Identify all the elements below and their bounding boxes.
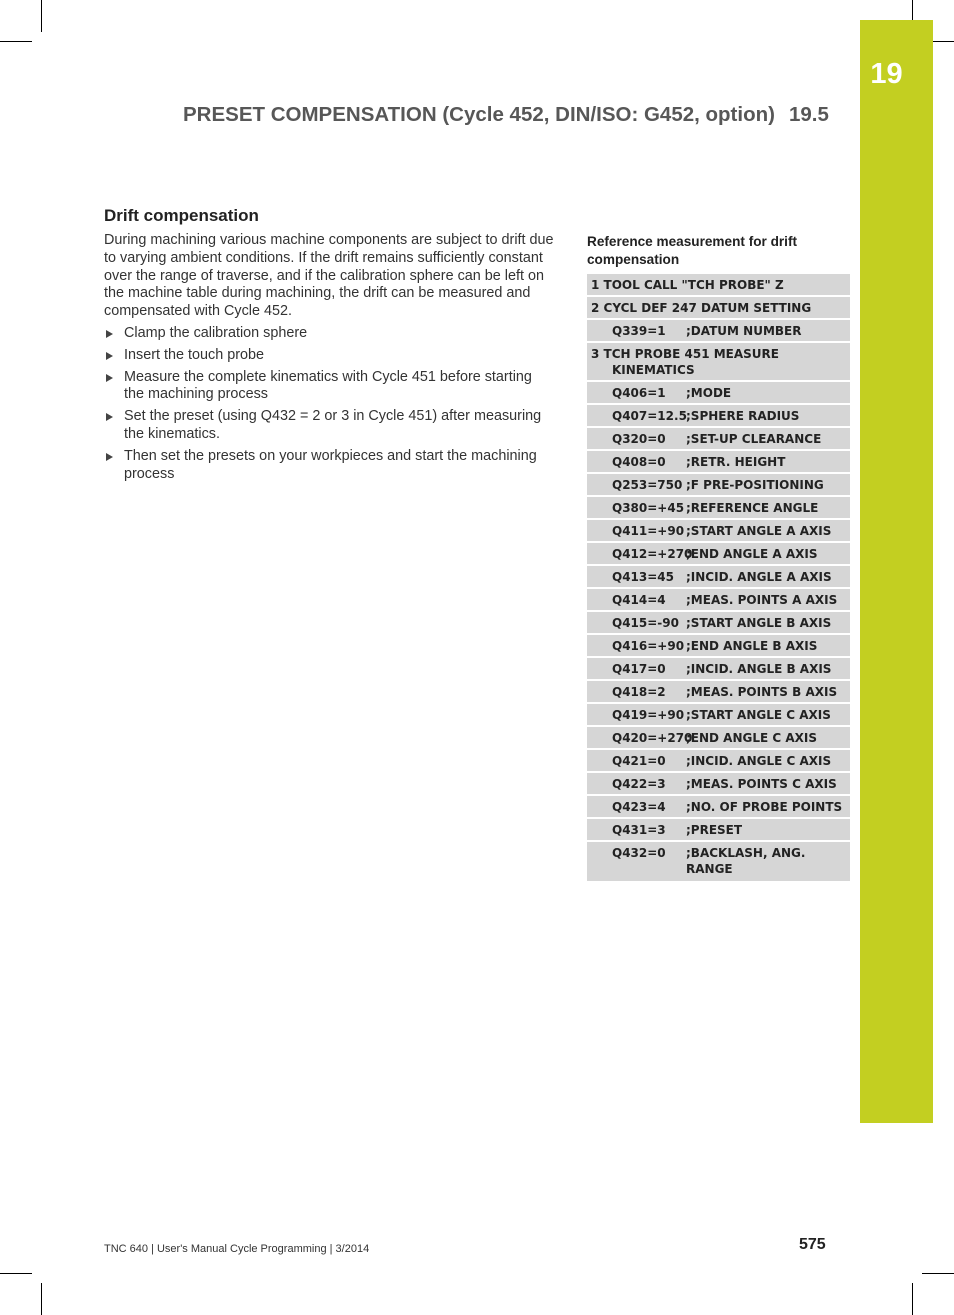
param-value: Q411=+90 xyxy=(612,524,685,538)
code-line xyxy=(587,343,850,382)
list-item-text: Then set the presets on your workpieces and start the machining process xyxy=(124,447,537,482)
param-comment: ;END ANGLE A AXIS xyxy=(686,547,818,561)
list-item xyxy=(104,448,554,484)
crop-mark xyxy=(41,1283,42,1315)
code-param-line xyxy=(587,727,850,750)
code-param-line xyxy=(587,612,850,635)
page-header xyxy=(183,103,833,127)
code-param-line xyxy=(587,566,850,589)
param-comment: ;REFERENCE ANGLE xyxy=(686,501,819,515)
param-comment: ;RETR. HEIGHT xyxy=(686,455,786,469)
list-item-text: Measure the complete kinematics with Cycle 451 before starting the machining process xyxy=(124,368,532,403)
param-value: Q413=45 xyxy=(612,570,675,584)
code-param-line xyxy=(587,497,850,520)
section-heading: Drift compensation xyxy=(104,206,259,225)
code-param-line xyxy=(587,405,850,428)
param-value: Q408=0 xyxy=(612,455,666,469)
list-item xyxy=(104,325,554,343)
param-value: Q253=750 xyxy=(612,478,683,492)
code-param-line xyxy=(587,842,850,881)
param-value: Q320=0 xyxy=(612,432,666,446)
param-comment: ;DATUM NUMBER xyxy=(686,324,802,338)
param-value: Q407=12.5 xyxy=(612,409,687,423)
arrow-bullet-icon xyxy=(106,374,113,382)
example-heading: Reference measurement for drift compensation xyxy=(587,234,798,267)
param-value: Q412=+270 xyxy=(612,547,693,561)
crop-mark xyxy=(922,1273,954,1274)
param-comment: ;START ANGLE C AXIS xyxy=(686,708,831,722)
param-comment: ;INCID. ANGLE B AXIS xyxy=(686,662,832,676)
body-paragraph: During machining various machine components are subject to drift due to varying ambient conditions. If the drift remains sufficiently constant over the range of traverse, and if the calibration sphere can be left on the machine table during machining, the drift can be measured and compensated with Cycle 452. xyxy=(104,232,554,320)
crop-mark xyxy=(912,1283,913,1315)
param-comment: ;MEAS. POINTS A AXIS xyxy=(686,593,838,607)
code-param-line xyxy=(587,520,850,543)
code-param-line xyxy=(587,589,850,612)
chapter-tab xyxy=(860,20,933,1123)
list-item xyxy=(104,369,554,405)
param-value: Q418=2 xyxy=(612,685,666,699)
footer-text: TNC 640 | User's Manual Cycle Programming | 3/2014 xyxy=(104,1243,370,1255)
code-param-line xyxy=(587,635,850,658)
code-line-text: 1 TOOL CALL "TCH PROBE" Z xyxy=(591,278,784,292)
param-value: Q339=1 xyxy=(612,324,666,338)
param-value: Q421=0 xyxy=(612,754,666,768)
param-value: Q431=3 xyxy=(612,823,666,837)
param-value: Q414=4 xyxy=(612,593,666,607)
arrow-bullet-icon xyxy=(106,413,113,421)
nc-program-table xyxy=(587,274,850,881)
code-line-text: 2 CYCL DEF 247 DATUM SETTING xyxy=(591,301,812,315)
param-comment: ;START ANGLE B AXIS xyxy=(686,616,832,630)
param-value: Q416=+90 xyxy=(612,639,685,653)
param-value: Q432=0 xyxy=(612,846,666,860)
code-param-line xyxy=(587,428,850,451)
param-comment: ;NO. OF PROBE POINTS xyxy=(686,800,843,814)
code-param-line xyxy=(587,681,850,704)
arrow-bullet-icon xyxy=(106,352,113,360)
page-number: 575 xyxy=(799,1236,826,1253)
param-value: Q420=+270 xyxy=(612,731,693,745)
param-comment: ;MEAS. POINTS B AXIS xyxy=(686,685,838,699)
param-value: Q417=0 xyxy=(612,662,666,676)
arrow-bullet-icon xyxy=(106,453,113,461)
param-comment: ;END ANGLE C AXIS xyxy=(686,731,818,745)
code-param-line xyxy=(587,658,850,681)
crop-mark xyxy=(0,41,32,42)
code-line-continuation: KINEMATICS xyxy=(612,363,695,377)
header-title: PRESET COMPENSATION (Cycle 452, DIN/ISO: G452, option) xyxy=(183,103,775,126)
list-item-text: Insert the touch probe xyxy=(124,346,264,363)
code-param-line xyxy=(587,819,850,842)
param-value: Q423=4 xyxy=(612,800,666,814)
code-param-line xyxy=(587,474,850,497)
param-value: Q419=+90 xyxy=(612,708,685,722)
code-param-line xyxy=(587,382,850,405)
code-param-line xyxy=(587,704,850,727)
param-value: Q422=3 xyxy=(612,777,666,791)
code-line-text: 3 TCH PROBE 451 MEASURE xyxy=(591,347,779,361)
list-item-text: Clamp the calibration sphere xyxy=(124,325,308,341)
code-param-line xyxy=(587,320,850,343)
list-item xyxy=(104,408,554,444)
chapter-number: 19 xyxy=(870,58,903,90)
param-value: Q415=-90 xyxy=(612,616,679,630)
param-comment: ;MODE xyxy=(686,386,732,400)
crop-mark xyxy=(41,0,42,32)
param-comment: ;SET-UP CLEARANCE xyxy=(686,432,822,446)
code-param-line xyxy=(587,796,850,819)
param-value: Q380=+45 xyxy=(612,501,685,515)
list-item xyxy=(104,347,554,365)
code-param-line xyxy=(587,750,850,773)
param-comment: ;F PRE-POSITIONING xyxy=(686,478,824,492)
code-param-line xyxy=(587,773,850,796)
param-comment: ;SPHERE RADIUS xyxy=(686,409,800,423)
arrow-bullet-icon xyxy=(106,330,113,338)
param-comment: ;INCID. ANGLE C AXIS xyxy=(686,754,832,768)
param-value: Q406=1 xyxy=(612,386,666,400)
list-item-text: Set the preset (using Q432 = 2 or 3 in Cycle 451) after measuring the kinematics. xyxy=(124,408,542,442)
code-param-line xyxy=(587,451,850,474)
param-comment: ;MEAS. POINTS C AXIS xyxy=(686,777,837,791)
bullet-list xyxy=(104,325,554,487)
code-line xyxy=(587,274,850,297)
code-line xyxy=(587,297,850,320)
param-comment: ;PRESET xyxy=(686,823,743,837)
crop-mark xyxy=(0,1273,32,1274)
param-comment: ;BACKLASH, ANG. RANGE xyxy=(686,846,806,876)
param-comment: ;END ANGLE B AXIS xyxy=(686,639,818,653)
param-comment: ;START ANGLE A AXIS xyxy=(686,524,832,538)
param-comment: ;INCID. ANGLE A AXIS xyxy=(686,570,832,584)
header-section-number: 19.5 xyxy=(788,103,829,126)
code-param-line xyxy=(587,543,850,566)
